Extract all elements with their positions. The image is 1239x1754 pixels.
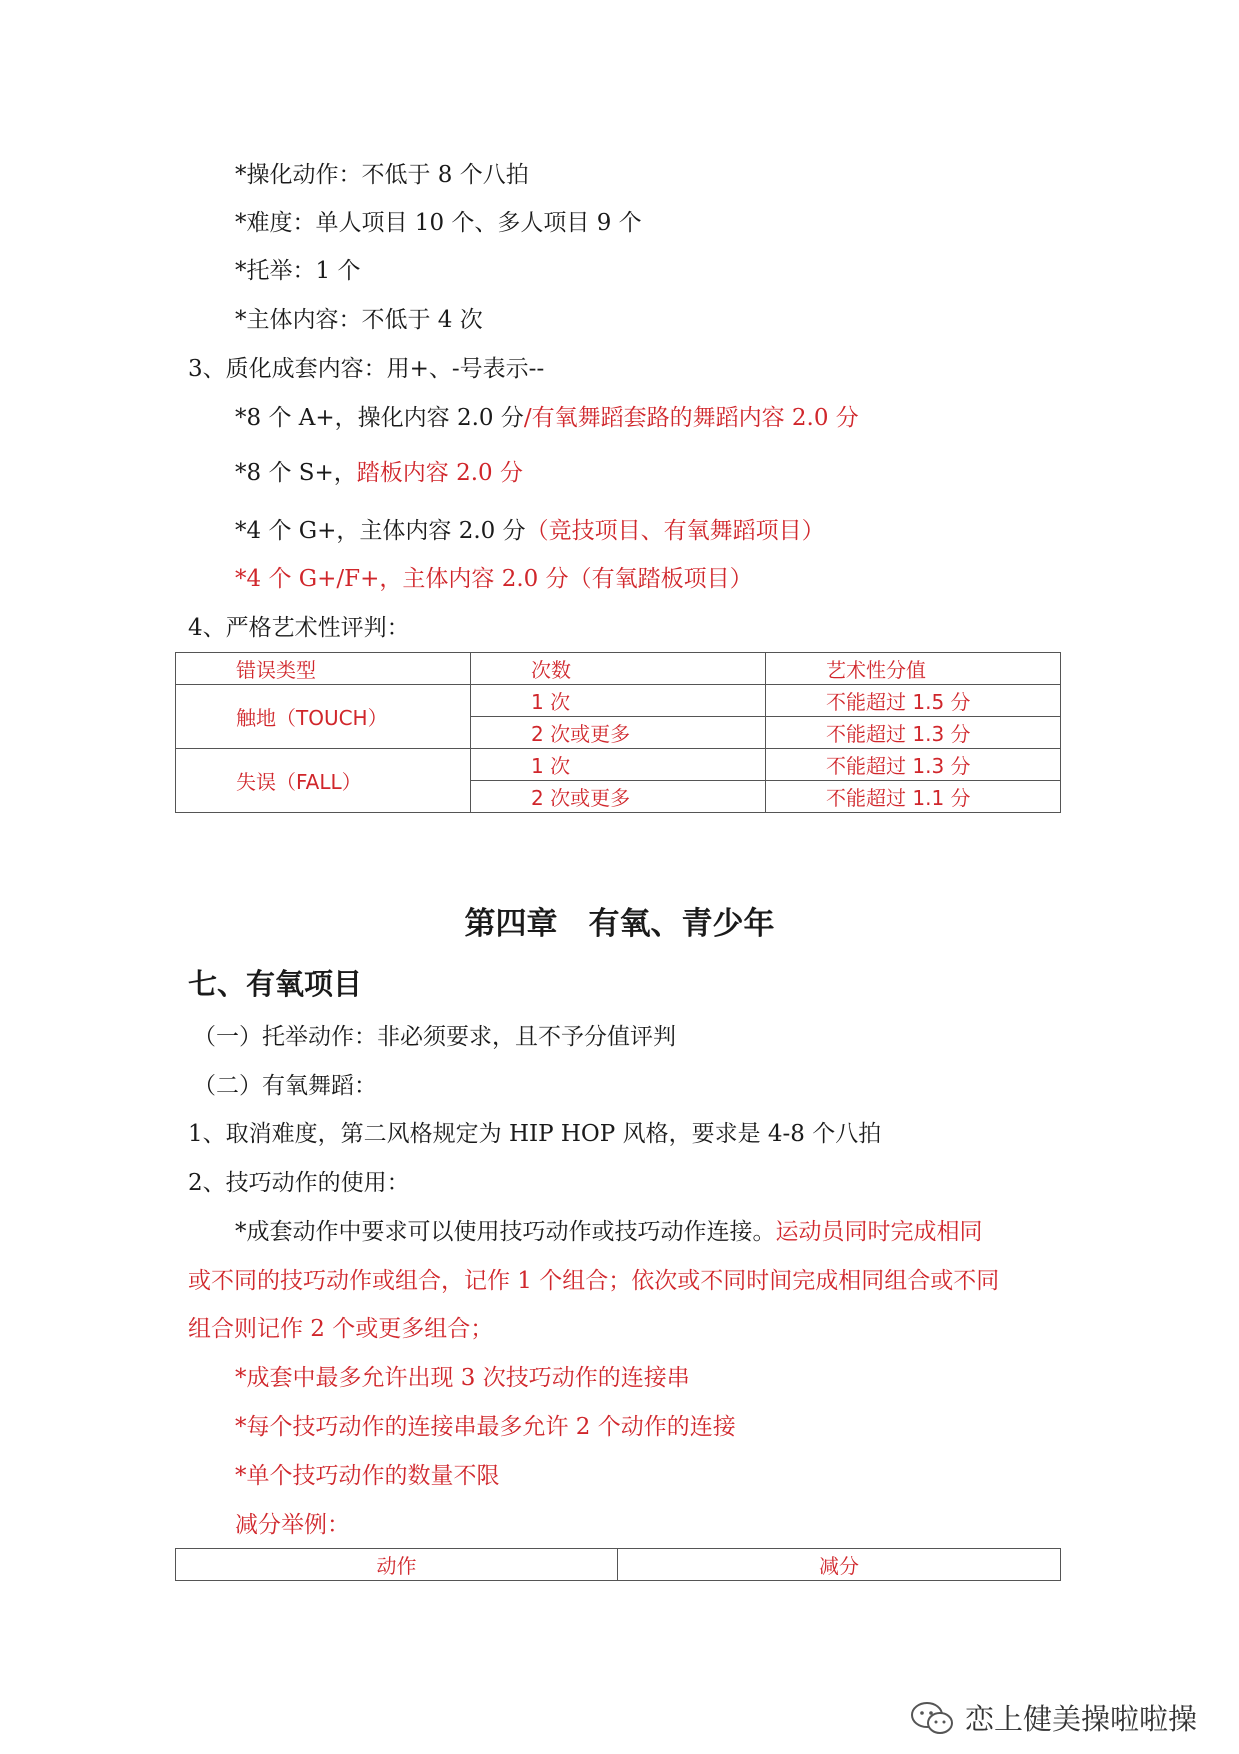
table-header-cell: 减分 — [618, 1549, 1061, 1581]
table-header-cell: 艺术性分值 — [766, 653, 1061, 685]
text-segment: *8 个 A+，操化内容 2.0 分 — [235, 405, 524, 431]
paragraph-line-red: 或不同的技巧动作或组合，记作 1 个组合；依次或不同时间完成相同组合或不同 — [188, 1268, 1000, 1294]
section-title: 七、有氧项目 — [188, 967, 363, 1001]
table-cell: 不能超过 1.3 分 — [766, 717, 1061, 749]
table-cell: 1 次 — [471, 685, 766, 717]
table-cell: 2 次或更多 — [471, 717, 766, 749]
artistry-table — [175, 652, 1061, 813]
watermark-text: 恋上健美操啦啦操 — [964, 1702, 1197, 1736]
item-line: 2、技巧动作的使用： — [188, 1170, 410, 1196]
table-cell: 不能超过 1.3 分 — [766, 749, 1061, 781]
item-line-red: *4 个 G+/F+，主体内容 2.0 分（有氧踏板项目） — [235, 566, 753, 592]
item-line: *主体内容：不低于 4 次 — [235, 307, 483, 333]
deduction-table — [175, 1548, 1061, 1581]
text-segment-red: /有氧舞蹈套路的舞蹈内容 2.0 分 — [523, 405, 859, 431]
paragraph-line-red: 组合则记作 2 个或更多组合； — [188, 1316, 494, 1342]
wechat-icon — [909, 1701, 955, 1735]
table-cell-type: 触地（TOUCH） — [176, 685, 471, 749]
rule-line-red: *每个技巧动作的连接串最多允许 2 个动作的连接 — [235, 1414, 736, 1440]
table-row — [176, 749, 1061, 781]
table-cell: 不能超过 1.5 分 — [766, 685, 1061, 717]
table-cell: 1 次 — [471, 749, 766, 781]
item-line — [235, 516, 825, 546]
item-line: 1、取消难度，第二风格规定为 HIP HOP 风格，要求是 4-8 个八拍 — [188, 1121, 882, 1147]
text-segment: *8 个 S+， — [235, 460, 357, 486]
rule-line-red: *单个技巧动作的数量不限 — [235, 1463, 500, 1489]
item-line: （一）托举动作：非必须要求，且不予分值评判 — [193, 1024, 676, 1050]
item-line: *操化动作：不低于 8 个八拍 — [235, 162, 529, 188]
table-cell-type: 失误（FALL） — [176, 749, 471, 813]
rule-line-red: 减分举例： — [235, 1512, 350, 1538]
text-segment: *4 个 G+，主体内容 2.0 分 — [235, 518, 526, 544]
item-line: （二）有氧舞蹈： — [193, 1073, 377, 1099]
paragraph-line — [235, 1217, 983, 1247]
watermark — [909, 1697, 1197, 1738]
table-row — [176, 685, 1061, 717]
text-segment: *成套动作中要求可以使用技巧动作或技巧动作连接。 — [235, 1219, 776, 1245]
item-heading: 4、严格艺术性评判： — [188, 615, 410, 641]
table-cell: 2 次或更多 — [471, 781, 766, 813]
item-line — [235, 458, 523, 488]
table-header-cell: 次数 — [471, 653, 766, 685]
table-header-row — [176, 653, 1061, 685]
table-header-cell: 错误类型 — [176, 653, 471, 685]
chapter-title: 第四章 有氧、青少年 — [464, 906, 775, 942]
item-heading: 3、质化成套内容：用+、-号表示-- — [188, 356, 545, 382]
table-header-cell: 动作 — [176, 1549, 618, 1581]
rule-line-red: *成套中最多允许出现 3 次技巧动作的连接串 — [235, 1365, 690, 1391]
table-cell: 不能超过 1.1 分 — [766, 781, 1061, 813]
text-segment-red: 运动员同时完成相同 — [775, 1219, 983, 1245]
text-segment-red: （竞技项目、有氧舞蹈项目） — [525, 518, 825, 544]
table-header-row — [176, 1549, 1061, 1581]
item-line: *托举：1 个 — [235, 258, 361, 284]
item-line — [235, 403, 859, 433]
item-line: *难度：单人项目 10 个、多人项目 9 个 — [235, 210, 642, 236]
text-segment-red: 踏板内容 2.0 分 — [356, 460, 523, 486]
